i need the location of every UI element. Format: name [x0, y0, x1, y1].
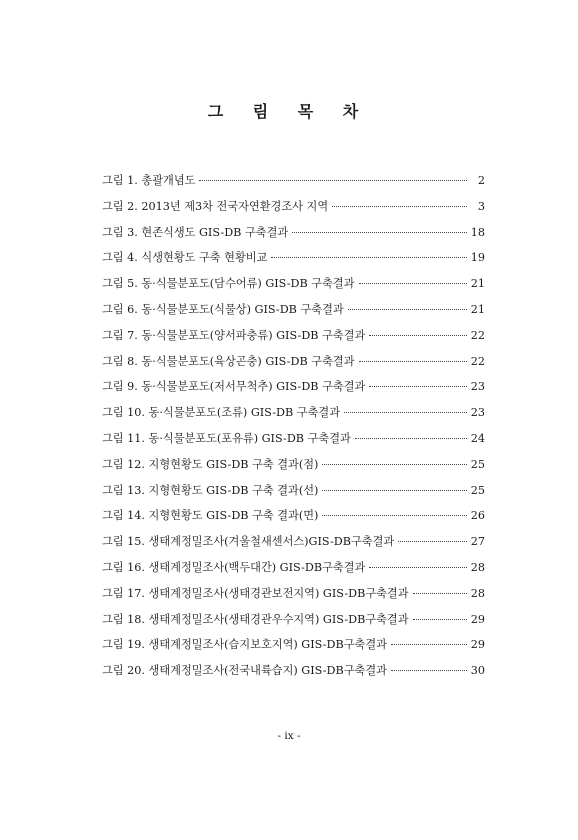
- toc-entry-label: 그림 6. 동·식물분포도(식물상) GIS-DB 구축결과: [102, 302, 344, 316]
- page-title: 그 림 목 차: [207, 102, 371, 121]
- toc-entry-page-number: 25: [470, 483, 485, 497]
- toc-entry[interactable]: [102, 430, 485, 456]
- dot-leader: [398, 541, 467, 542]
- toc-entry-label: 그림 3. 현존식생도 GIS-DB 구축결과: [102, 225, 289, 239]
- toc-entry-label: 그림 12. 지형현황도 GIS-DB 구축 결과(점): [102, 457, 319, 471]
- toc-entry[interactable]: [102, 636, 485, 662]
- toc-entry-label: 그림 11. 동·식물분포도(포유류) GIS-DB 구축결과: [102, 431, 351, 445]
- dot-leader: [359, 361, 467, 362]
- toc-entry[interactable]: [102, 301, 485, 327]
- toc-entry-page-number: 29: [470, 612, 485, 626]
- toc-entry-page-number: 28: [470, 560, 485, 574]
- toc-entry[interactable]: [102, 172, 485, 198]
- toc-entry-page-number: 22: [470, 354, 485, 368]
- toc-entry[interactable]: [102, 559, 485, 585]
- dot-leader: [369, 386, 466, 387]
- dot-leader: [348, 309, 467, 310]
- toc-entry-page-number: 26: [470, 509, 485, 523]
- toc-entry-label: 그림 13. 지형현황도 GIS-DB 구축 결과(선): [102, 483, 319, 497]
- toc-entry-page-number: 28: [470, 586, 485, 600]
- toc-entry-label: 그림 15. 생태계정밀조사(겨울철새센서스)GIS-DB구축결과: [102, 535, 395, 549]
- dot-leader: [332, 206, 467, 207]
- toc-entry-page-number: 21: [470, 277, 485, 291]
- dot-leader: [391, 644, 467, 645]
- toc-entry-page-number: 22: [470, 328, 485, 342]
- dot-leader: [413, 593, 467, 594]
- toc-entry[interactable]: [102, 353, 485, 379]
- dot-leader: [369, 335, 466, 336]
- toc-entry-label: 그림 20. 생태계정밀조사(전국내륙습지) GIS-DB구축결과: [102, 664, 387, 678]
- toc-entry-page-number: 27: [470, 535, 485, 549]
- toc-entry[interactable]: [102, 585, 485, 611]
- toc-entry-label: 그림 7. 동·식물분포도(양서파충류) GIS-DB 구축결과: [102, 328, 366, 342]
- toc-entry-page-number: 29: [470, 638, 485, 652]
- toc-entry[interactable]: [102, 456, 485, 482]
- toc-entry[interactable]: [102, 533, 485, 559]
- toc-entry-label: 그림 8. 동·식물분포도(육상곤충) GIS-DB 구축결과: [102, 354, 355, 368]
- toc-entry[interactable]: [102, 404, 485, 430]
- toc-entry[interactable]: [102, 275, 485, 301]
- toc-entry[interactable]: [102, 327, 485, 353]
- dot-leader: [322, 490, 466, 491]
- dot-leader: [271, 257, 466, 258]
- dot-leader: [344, 412, 467, 413]
- toc-entry-page-number: 23: [470, 406, 485, 420]
- toc-entry-label: 그림 9. 동·식물분포도(저서무척추) GIS-DB 구축결과: [102, 380, 366, 394]
- toc-entry-page-number: 24: [470, 431, 485, 445]
- toc-entry-page-number: 18: [470, 225, 485, 239]
- toc-entry-label: 그림 4. 식생현황도 구축 현황비교: [102, 251, 268, 265]
- toc-entry[interactable]: [102, 482, 485, 508]
- toc-entry[interactable]: [102, 378, 485, 404]
- toc-entry-page-number: 19: [470, 251, 485, 265]
- dot-leader: [359, 283, 467, 284]
- dot-leader: [292, 232, 467, 233]
- toc-entry-label: 그림 16. 생태계정밀조사(백두대간) GIS-DB구축결과: [102, 560, 366, 574]
- page-number-footer: - ix -: [277, 730, 301, 742]
- dot-leader: [413, 619, 467, 620]
- figure-list: [102, 172, 485, 688]
- toc-entry-label: 그림 17. 생태계정밀조사(생태경관보전지역) GIS-DB구축결과: [102, 586, 409, 600]
- toc-entry-label: 그림 10. 동·식물분포도(조류) GIS-DB 구축결과: [102, 406, 341, 420]
- toc-entry-label: 그림 2. 2013년 제3차 전국자연환경조사 지역: [102, 199, 329, 213]
- toc-entry-page-number: 23: [470, 380, 485, 394]
- toc-entry[interactable]: [102, 198, 485, 224]
- dot-leader: [199, 180, 467, 181]
- toc-entry-page-number: 30: [470, 664, 485, 678]
- toc-entry[interactable]: [102, 662, 485, 688]
- toc-entry[interactable]: [102, 507, 485, 533]
- dot-leader: [322, 464, 466, 465]
- toc-entry-page-number: 3: [477, 199, 485, 213]
- toc-entry-page-number: 2: [477, 174, 485, 187]
- toc-entry-label: 그림 14. 지형현황도 GIS-DB 구축 결과(면): [102, 509, 319, 523]
- dot-leader: [391, 670, 467, 671]
- toc-entry-label: 그림 5. 동·식물분포도(담수어류) GIS-DB 구축결과: [102, 277, 355, 291]
- dot-leader: [355, 438, 467, 439]
- toc-entry[interactable]: [102, 224, 485, 250]
- toc-entry-page-number: 25: [470, 457, 485, 471]
- toc-entry-page-number: 21: [470, 302, 485, 316]
- dot-leader: [369, 567, 466, 568]
- toc-entry-label: 그림 18. 생태계정밀조사(생태경관우수지역) GIS-DB구축결과: [102, 612, 409, 626]
- toc-entry[interactable]: [102, 249, 485, 275]
- toc-entry-label: 그림 1. 총괄개념도: [102, 174, 196, 187]
- toc-entry-label: 그림 19. 생태계정밀조사(습지보호지역) GIS-DB구축결과: [102, 638, 387, 652]
- dot-leader: [322, 515, 466, 516]
- toc-entry[interactable]: [102, 611, 485, 637]
